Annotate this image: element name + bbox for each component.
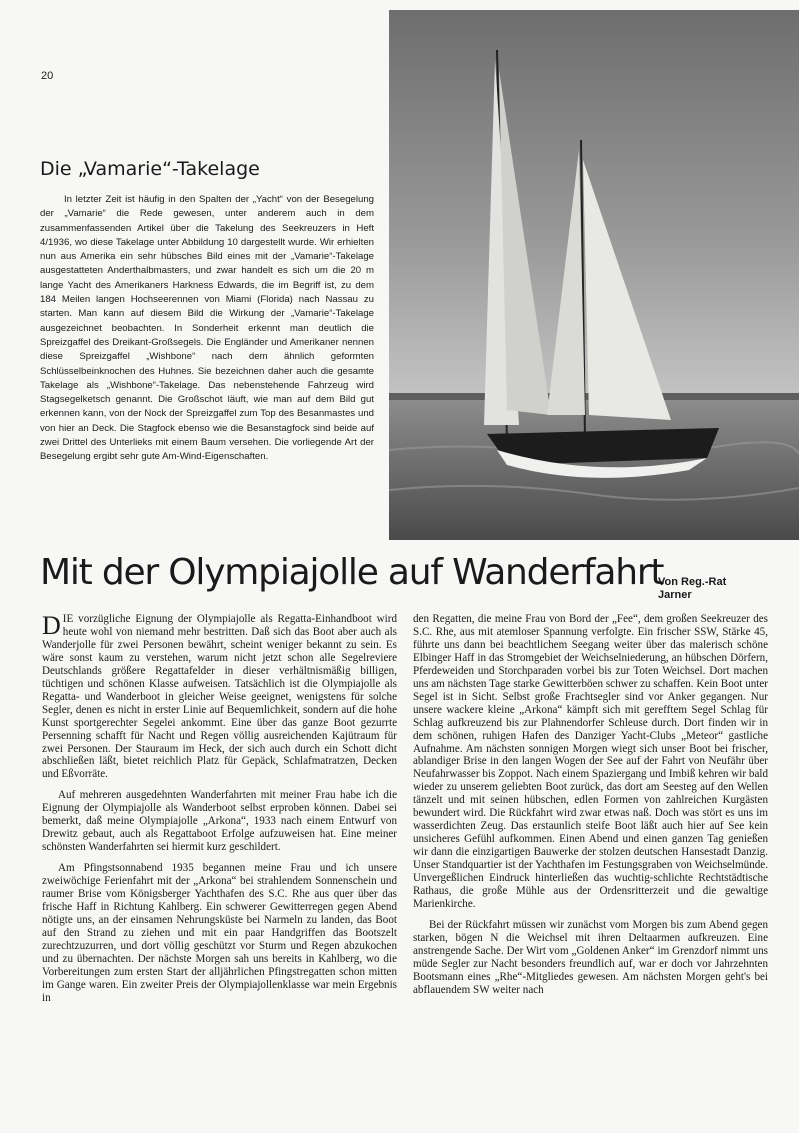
- article-paragraph: Auf mehreren ausgedehnten Wanderfahrten mit meiner Frau habe ich die Eignung der Olympiajolle als Wanderboot selbst erproben können. Dabei sei bemerkt, daß meine Olympiajolle „Arkona“, 1933 nach einem Entwurf von Drewitz gebaut, auch als Regattaboot Erfolge aufzuweisen hat. Eine meiner schönsten Wanderfahrten sei hiermit kurz geschildert.: [42, 789, 397, 854]
- article-paragraph: Am Pfingstsonnabend 1935 begannen meine Frau und ich unsere zweiwöchige Ferienfahrt mit der „Arkona“ bei strahlendem Sonnenschein und raumer Brise vom Königsberger Yachthafen des S.C. Rhe aus quer über das frische Haff in Richtung Kahlberg. Ein schwerer Gewitterregen gegen Abend nötigte uns, an der einsamen Nehrungsküste bei Narmeln zu landen, das Boot auf den Strand zu ziehen und mit ein paar Handgriffen das Bootszelt zurechtzuzurren, und dort völlig geschützt vor Sturm und Regen abzukochen und zu übernachten. Der nächste Morgen sah uns bereits in Kahlberg, wo die Vorbereitungen zum ersten Start der alljährlichen Pfingstregatten schon mitten im Gange waren. Ein zweiter Preis der Olympiajollenklasse war mein Ergebnis in: [42, 862, 397, 1004]
- sidebar-title: Die „Vamarie“-Takelage: [40, 158, 260, 180]
- sailing-yacht-photo: [389, 10, 799, 540]
- article-column-left: [42, 613, 397, 1013]
- yacht-photo-illustration: [389, 10, 799, 540]
- article-paragraph: Bei der Rückfahrt müssen wir zunächst vom Morgen bis zum Abend gegen starken, bögen N die Weichsel mit ihren Deltaarmen aufkreuzen. Eine anstrengende Sache. Der Wirt vom „Goldenen Anker“ im Grenzdorf nimmt uns müde Segler zur Nacht besonders freundlich auf, war er doch vor Jahrzehnten Bootsmann eines „Rhe“-Mitgliedes gewesen. Am nächsten Morgen geht's bei abflauendem SW weiter nach: [413, 918, 768, 996]
- article-byline: [658, 576, 768, 602]
- page-number: 20: [41, 70, 54, 82]
- byline-line-1: Von Reg.-Rat: [658, 576, 727, 588]
- sidebar-body: In letzter Zeit ist häufig in den Spalten der „Yacht“ von der Besegelung der „Vamarie“ die Rede gewesen, unter anderem auch in dem zusammenfassenden Artikel über die Takelung des Seekreuzers in Heft 4/1936, wo diese Takelage unter Abbildung 10 dargestellt wurde. Wir erhielten nun aus Amerika ein sehr hübsches Bild eines mit der „Vamarie“-Takelage ausgestatteten Anderthalbmasters, und zwar handelt es sich um die 20 m lange Yacht des Amerikaners Harkness Edwards, die im Begriff ist, zu dem 184 Meilen langen Hochseerennen von Miami (Florida) nach Nassau zu starten. Man kann auf diesem Bild die Wirkung der „Vamarie“-Takelage ausgezeichnet beobachten. In Sonderheit erkennt man deutlich die Spreizgaffel des Dreikant-Großsegels. Die Engländer und Amerikaner nennen diese Spreizgaffel „Wishbone“ nach dem ähnlich geformten Schlüsselbeinknochen des Huhnes. Sie bezeichnen daher auch die gesamte Takelage als „Wishbone“-Takelage. Das nebenstehende Fahrzeug wird Stagsegelketsch genannt. Die Großschot läuft, wie man auf dem Bild gut erkennen kann, von der Nock der Spreizgaffel zum Top des Besanmastes und von hier an Deck. Die Stagfock ebenso wie die Besanstagfock sind beide auf zwei Drittel des Unterlieks mit einem Baum versehen. Die vorliegende Art der Besegelung ergibt sehr gute Am-Wind-Eigenschaften.: [40, 194, 374, 463]
- article-paragraph: den Regatten, die meine Frau von Bord der „Fee“, dem großen Seekreuzer des S.C. Rhe, aus mit atemloser Spannung verfolgte. Ein frischer SSW, Stärke 45, führte uns dann bei beachtlichem Seegang weiter über das malerisch schöne Elbinger Haff in das Stromgebiet der Weichselniederung, an hübschen Dörfern, Pferdeweiden und Storchparaden vorbei bis zur Toten Weichsel. Dort machen uns am nächsten Tage starke Gewitterböen schwer zu schaffen. Kein Boot unter Segel ist in Sicht. Selbst große Frachtsegler sind vor Anker gegangen. Nur unsere wackere kleine „Arkona“ kämpft sich mit gerefftem Segel Schlag für Schlag aufkreuzend bis zur Plahnendorfer Schleuse durch. Dort finden wir in dem schönen, ruhigen Hafen des Danziger Yacht-Clubs „Meteor“ gastliche Aufnahme. Am nächsten sonnigen Morgen wiegt sich unser Boot bei frischer, ablandiger Brise in den langen Wogen der See auf der Fahrt von Neufähr über Neufahrwasser bis Zoppot. Nach einem Spaziergang und Imbiß kehren wir bald wieder zu unserem geliebten Boot zurück, das dort am Seesteg auf den Wellen tänzelt und mit seinen hübschen, edlen Formen von zahlreichen Kurgästen bewundert wird. Die Rückfahrt wird zwar etwas naß. Doch was stört es uns im wasserdichten Zeug. Das erstaunlich steife Boot läßt auch hier auf See kein unsicheres Gefühl aufkommen. Einen Abend und einen ganzen Tag genießen wir dann die einzigartigen Bauwerke der stolzen deutschen Hansestadt Danzig. Unser Standquartier ist der Yachthafen im Festungsgraben von Weichselmünde. Unvergeßlichen Eindruck hinterließen das wuchtig-schlichte Rechtstädtische Rathaus, die große Mühle aus der Ordensritterzeit und die gewaltige Marienkirche.: [413, 613, 768, 910]
- drop-cap: D: [42, 611, 61, 640]
- article-column-right: [413, 613, 768, 1005]
- byline-line-2: Jarner: [658, 589, 692, 601]
- article-paragraph: [42, 613, 397, 781]
- paragraph-text: vorzügliche Eignung der Olympiajolle als Regatta-Einhandboot wird heute wohl von niemand mehr bestritten. Daß sich das Boot aber auch als Wanderjolle für zwei Personen bewährt, scheint weniger bekannt zu sein. Es wäre sonst kaum zu verstehen, warum nicht jetzt schon alle Segelreviere Deutschlands größere Regattafelder in dieser verhältnismäßig billigen, tüchtigen und schönen Klasse aufweisen. Tatsächlich ist die Olympiajolle als Regatta- und Wanderboot in gleicher Weise geeignet, wenigstens für solche Segler, denen es nicht in erster Linie auf Bequemlichkeit, sondern auf die hohe Kunst sportgerechter Segelei ankommt. Eine über das ganze Boot gezurrte Persenning schafft für Nacht und Regen völlig ausreichenden Kajütraum für zwei Personen. Der Stauraum im Heck, der sich auch durch ein Schott dicht abschließen läßt, bietet reichlich Platz für Gepäck, Schlafmatratzen, Decken und Eßvorräte.: [42, 613, 398, 781]
- article-title: Mit der Olympiajolle auf Wanderfahrt: [40, 552, 664, 593]
- paragraph-lead: IE: [62, 613, 74, 625]
